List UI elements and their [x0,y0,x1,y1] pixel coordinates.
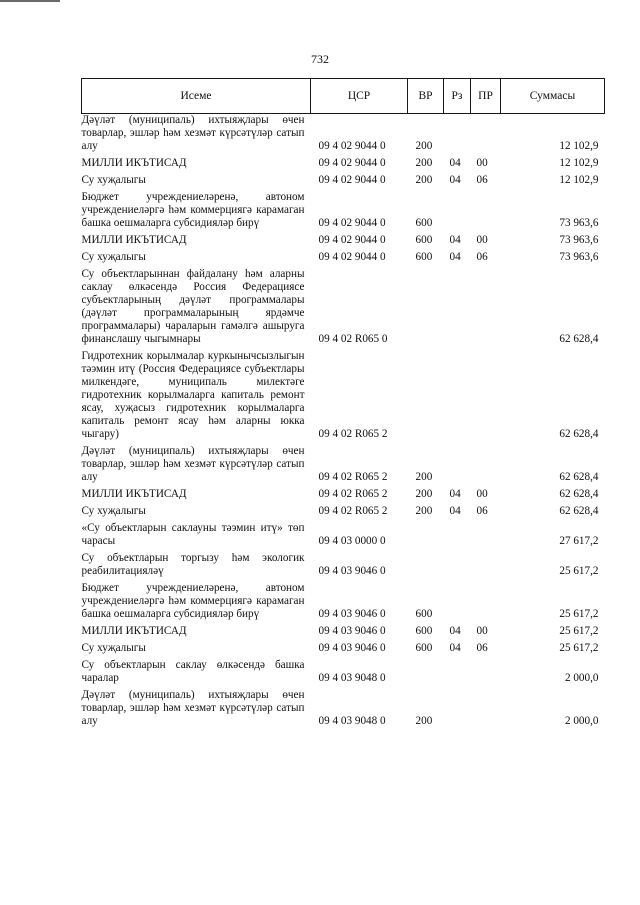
cell-vr [408,548,444,578]
cell-rz: 04 [449,251,461,263]
page-number: 732 [311,52,329,66]
cell-sum: 62 628,4 [559,488,599,500]
cell-csr: 09 4 03 9048 0 [318,715,386,727]
table-row [82,685,605,728]
cell-rz [444,264,471,346]
cell-csr: 09 4 02 9044 0 [318,140,386,152]
cell-vr: 200 [415,488,433,500]
cell-pr [471,264,501,346]
cell-name: Су хуҗалыгы [81,505,146,517]
cell-pr [471,441,501,484]
cell-rz [444,114,471,154]
cell-sum: 25 617,2 [559,625,599,637]
cell-rz: 04 [449,157,461,169]
cell-csr: 09 4 03 9046 0 [318,625,386,637]
cell-rz [444,346,471,441]
cell-rz: 04 [449,174,461,186]
table-row [82,441,605,484]
cell-csr: 09 4 02 R065 2 [318,488,388,500]
cell-vr: 600 [415,642,433,654]
table-row [82,187,605,230]
cell-pr [471,578,501,621]
cell-pr [471,548,501,578]
cell-sum: 73 963,6 [559,217,599,229]
cell-name: Су хуҗалыгы [81,642,146,654]
top-rule [0,0,60,2]
cell-vr [408,346,444,441]
cell-name: Дәүләт (муниципаль) ихтыяҗлары өчен товарлар, эшләр һәм хезмәт күрсәтүләр сатып алу [81,689,305,727]
cell-rz [444,548,471,578]
cell-sum: 62 628,4 [559,505,599,517]
cell-csr: 09 4 03 9048 0 [318,672,386,684]
table-row [82,346,605,441]
cell-vr: 200 [415,505,433,517]
cell-rz [444,441,471,484]
cell-name: Су объектларын торгызу һәм экологик реабилитацияләү [81,552,305,577]
cell-csr: 09 4 02 R065 2 [318,428,388,440]
cell-vr: 600 [415,234,433,246]
cell-csr: 09 4 02 R065 2 [318,471,388,483]
table-header-row [82,79,605,114]
cell-name: Бюджет учреждениеләренә, автоном учреждениеләргә һәм коммерциягә карамаган башка оешмаларга субсидияләр бирү [81,582,305,620]
cell-csr: 09 4 02 R065 2 [318,505,388,517]
cell-pr: 00 [476,234,488,246]
cell-csr: 09 4 02 9044 0 [318,217,386,229]
cell-sum: 25 617,2 [559,565,599,577]
cell-vr [408,264,444,346]
cell-vr: 600 [415,217,433,229]
cell-rz: 04 [449,625,461,637]
header-csr: ЦСР [311,79,408,114]
cell-rz [444,187,471,230]
cell-pr: 06 [476,642,488,654]
cell-sum: 73 963,6 [559,251,599,263]
cell-name: МИЛЛИ ИКЪТИСАД [81,157,187,169]
cell-name: Су хуҗалыгы [81,251,146,263]
table-row [82,264,605,346]
cell-vr: 200 [415,471,433,483]
cell-vr: 200 [415,174,433,186]
table-row [82,518,605,548]
cell-rz [444,578,471,621]
header-vr: ВР [408,79,444,114]
cell-pr: 00 [476,625,488,637]
cell-pr: 00 [476,488,488,500]
cell-name: Су объектларын саклау өлкәсендә башка чаралар [81,659,305,684]
table-body [82,114,605,729]
cell-csr: 09 4 02 9044 0 [318,234,386,246]
table-row [82,638,605,655]
budget-table [81,78,605,728]
cell-vr: 600 [415,251,433,263]
cell-csr: 09 4 03 9046 0 [318,642,386,654]
table-row [82,170,605,187]
cell-sum: 27 617,2 [559,535,599,547]
cell-name: МИЛЛИ ИКЪТИСАД [81,488,187,500]
cell-vr [408,655,444,685]
header-name: Исеме [82,79,311,114]
cell-name: «Су объектларын саклауны тәэмин итү» төп чарасы [81,522,305,547]
cell-vr [408,518,444,548]
cell-vr: 200 [415,715,433,727]
cell-vr: 200 [415,140,433,152]
cell-name: Су хуҗалыгы [81,174,146,186]
header-rz: Рз [444,79,471,114]
cell-name: Дәүләт (муниципаль) ихтыяҗлары өчен товарлар, эшләр һәм хезмәт күрсәтүләр сатып алу [81,114,305,152]
cell-sum: 25 617,2 [559,608,599,620]
table-row [82,114,605,154]
header-pr: ПР [471,79,501,114]
cell-csr: 09 4 02 9044 0 [318,157,386,169]
header-sum: Суммасы [501,79,605,114]
cell-sum: 62 628,4 [559,471,599,483]
cell-csr: 09 4 03 9046 0 [318,565,386,577]
cell-sum: 73 963,6 [559,234,599,246]
cell-sum: 12 102,9 [559,157,599,169]
cell-sum: 2 000,0 [564,715,599,727]
cell-sum: 62 628,4 [559,333,599,345]
cell-sum: 12 102,9 [559,140,599,152]
cell-name: Су объектларыннан файдалану һәм аларны саклау өлкәсендә Россия Федерациясе субъектларының дәүләт программалары (дәүләт программаларының ярдәмче программалары) чараларын гамәлгә ашыруга финанслашу чыгымнары [81,268,305,345]
table-row [82,230,605,247]
cell-pr [471,114,501,154]
cell-rz [444,685,471,728]
table-row [82,501,605,518]
cell-rz: 04 [449,488,461,500]
cell-sum: 62 628,4 [559,428,599,440]
cell-rz [444,518,471,548]
table-row [82,153,605,170]
cell-pr [471,655,501,685]
cell-name: МИЛЛИ ИКЪТИСАД [81,625,187,637]
cell-pr [471,685,501,728]
cell-name: Гидротехник корылмалар куркынычсызлыгын тәэмин итү (Россия Федерациясе субъектлары милкендәге, муниципаль милектәге гидротехник корылмаларга капиталь ремонт ясау, хуҗасыз гидротехник корылмаларга капиталь ремонт ясау һәм аларны юкка чыгару) [81,350,305,440]
table-row [82,247,605,264]
cell-csr: 09 4 03 0000 0 [318,535,386,547]
cell-name: Дәүләт (муниципаль) ихтыяҗлары өчен товарлар, эшләр һәм хезмәт күрсәтүләр сатып алу [81,445,305,483]
table-row [82,548,605,578]
cell-csr: 09 4 03 9046 0 [318,608,386,620]
table-row [82,655,605,685]
cell-pr [471,187,501,230]
cell-rz: 04 [449,234,461,246]
cell-pr: 06 [476,174,488,186]
table-row [82,578,605,621]
cell-pr: 06 [476,251,488,263]
cell-vr: 200 [415,157,433,169]
cell-rz: 04 [449,642,461,654]
table-row [82,621,605,638]
cell-pr [471,518,501,548]
cell-pr [471,346,501,441]
cell-sum: 12 102,9 [559,174,599,186]
cell-name: МИЛЛИ ИКЪТИСАД [81,234,187,246]
cell-pr: 00 [476,157,488,169]
cell-rz [444,655,471,685]
cell-csr: 09 4 02 9044 0 [318,174,386,186]
cell-name: Бюджет учреждениеләренә, автоном учреждениеләргә һәм коммерциягә карамаган башка оешмаларга субсидияләр бирү [81,191,305,229]
cell-csr: 09 4 02 9044 0 [318,251,386,263]
cell-vr: 600 [415,625,433,637]
cell-pr: 06 [476,505,488,517]
cell-csr: 09 4 02 R065 0 [318,333,388,345]
cell-rz: 04 [449,505,461,517]
cell-vr: 600 [415,608,433,620]
cell-sum: 25 617,2 [559,642,599,654]
table-row [82,484,605,501]
cell-sum: 2 000,0 [564,672,599,684]
